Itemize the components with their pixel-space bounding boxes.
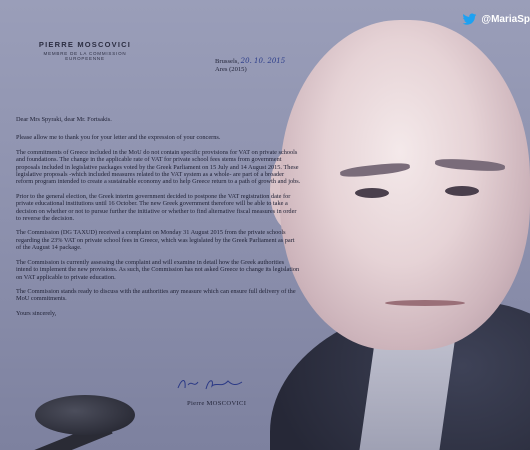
paragraph: The commitments of Greece included in the MoU do not contain specific provisions for VAT on private schools and foundations. The change in the applicable rate of VAT for private school fees stems from government proposals included in legislative packages voted by the Greek Parliament on 15 July and 14 August 2015. These legislative proposals -which included measures related to the VAT system as a whole- are part of a broader reform program intended to create a sustainable economy and to help Greece return to a path of growth and jobs. bbox=[16, 148, 301, 186]
place-and-date bbox=[215, 57, 285, 74]
letterhead bbox=[30, 40, 140, 61]
paragraph: Please allow me to thank you for your letter and the expression of your concerns. bbox=[16, 134, 221, 142]
handwritten-date: 20. 10. 2015 bbox=[240, 57, 286, 65]
signature-scribble bbox=[176, 376, 266, 392]
photo-right-eye bbox=[445, 186, 479, 196]
twitter-bird-icon bbox=[462, 13, 477, 26]
paragraph: The Commission (DG TAXUD) received a complaint on Monday 31 August 2015 from the private schools regarding the 23% VAT on private school fees in Greece, which was legislated by the Greek Parliament as part of the August 14 package. bbox=[16, 229, 295, 252]
photo-mouth bbox=[385, 300, 465, 306]
place: Brussels, bbox=[215, 58, 239, 65]
paragraph: Prior to the general election, the Greek interim government decided to postpone the VAT registration date for private educational institutions until 16 October. The new Greek government therefore will be able to take a decision on whether or not to pursue further the initiative or whether to find alternative fiscal measures in order to reverse the decision. bbox=[16, 192, 297, 223]
handwritten-signature bbox=[176, 376, 286, 397]
sender-name: PIERRE MOSCOVICI bbox=[38, 40, 132, 49]
paragraph: The Commission stands ready to discuss with the authorities any measure which can ensure full delivery of the MoU commitments. bbox=[16, 287, 296, 303]
sender-role: MEMBRE DE LA COMMISSION EUROPEENNE bbox=[43, 51, 127, 61]
twitter-handle-watermark bbox=[462, 10, 530, 28]
microphone-icon bbox=[35, 395, 135, 435]
paragraph: The Commission is currently assessing the complaint and will examine in detail how the Greek authorities intend to implement the new provisions. As such, the Commission has not asked Greece to change its legislation on VAT applicable to private education. bbox=[16, 258, 300, 281]
twitter-handle-text: @MariaSp bbox=[481, 13, 530, 25]
signature-name: Pierre MOSCOVICI bbox=[187, 400, 247, 407]
closing: Yours sincerely, bbox=[16, 309, 57, 317]
reference-number: Ares (2015) bbox=[215, 66, 247, 73]
photo-left-eye bbox=[355, 188, 389, 198]
letter-body bbox=[16, 116, 301, 324]
salutation: Dear Mrs Spyraki, dear Mr. Fortsakis. bbox=[16, 116, 112, 123]
